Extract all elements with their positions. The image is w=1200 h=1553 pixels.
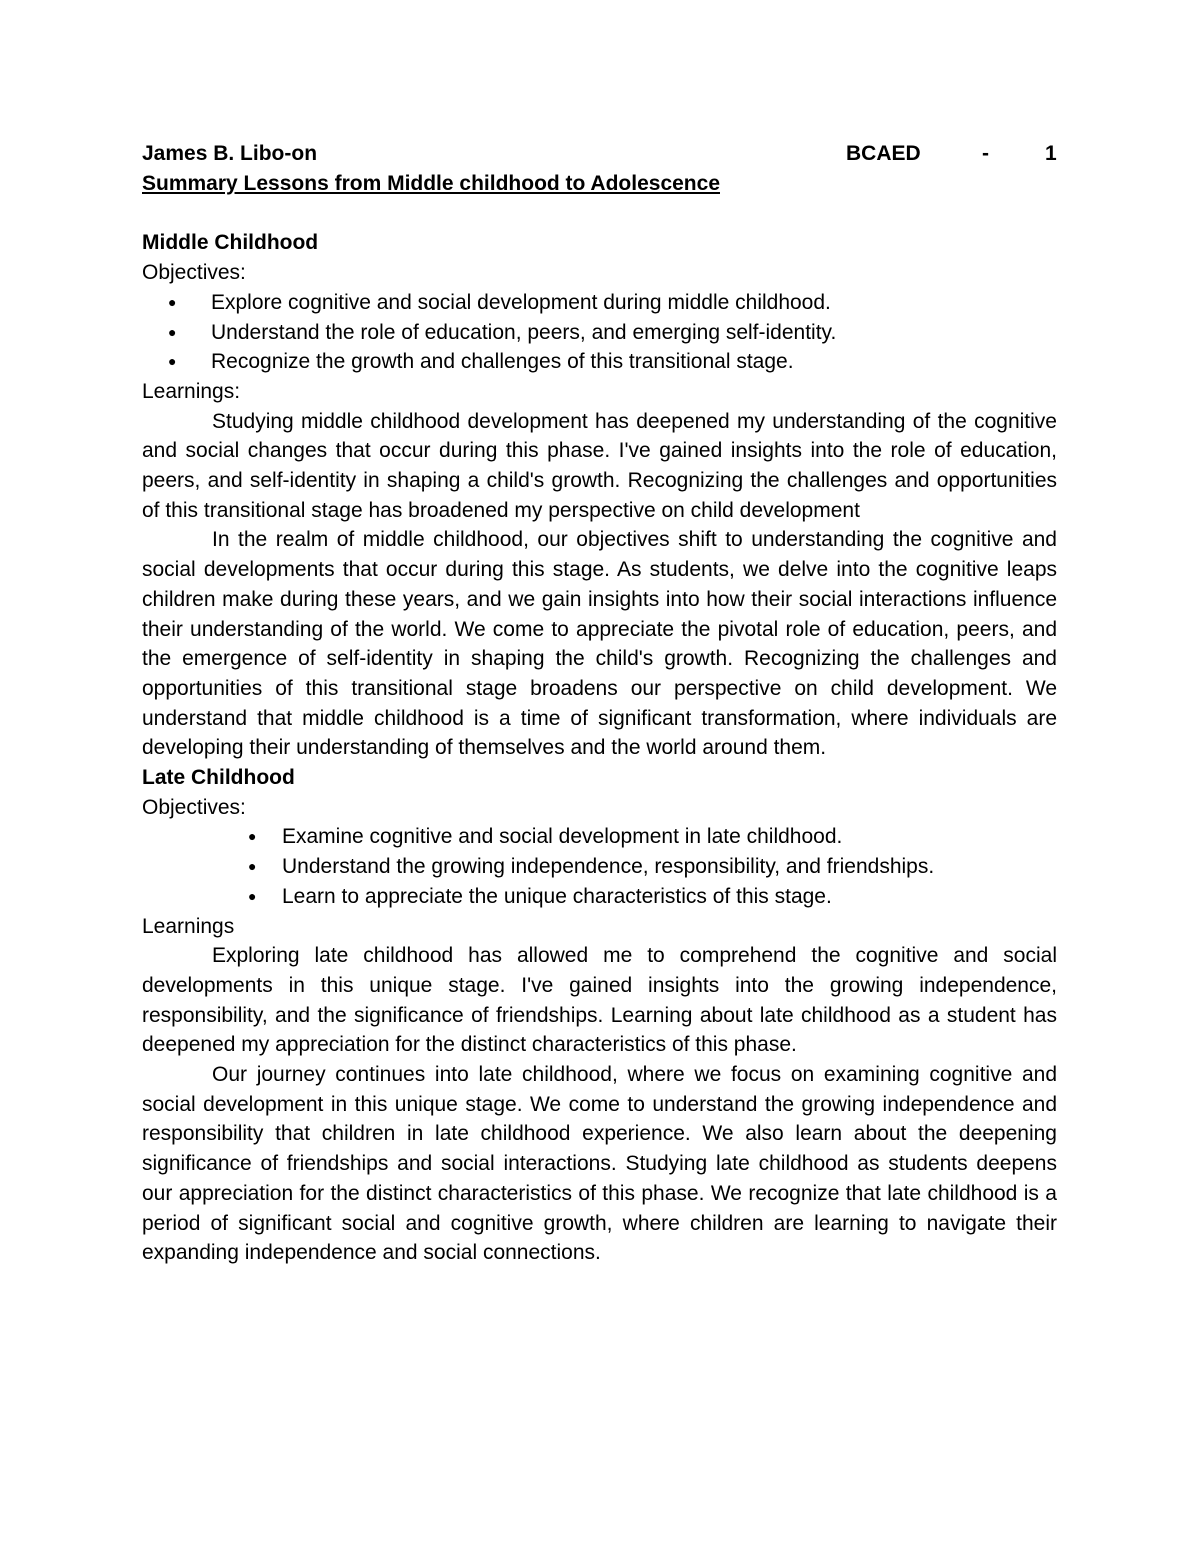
- document-page: [142, 139, 1057, 1268]
- objectives-label: Objectives:: [142, 795, 246, 819]
- objectives-label: Objectives:: [142, 261, 246, 285]
- list-item: [142, 852, 1057, 882]
- learnings-paragraph: Studying middle childhood development has deepened my understanding of the cognitive and social changes that occur during this phase. I've gained insights into the role of education, peers, and self-identity in shaping a child's growth. Recognizing the challenges and opportunities of this transitional stage has broadened my perspective on child development: [142, 409, 1057, 522]
- objectives-list-middle: [142, 288, 1057, 377]
- header-dash: -: [982, 142, 989, 165]
- objective-text: Understand the role of education, peers, and emerging self-identity.: [211, 320, 837, 344]
- objective-text: Learn to appreciate the unique characteristics of this stage.: [282, 884, 832, 908]
- objectives-list-late: [142, 822, 1057, 911]
- objective-text: Recognize the growth and challenges of this transitional stage.: [211, 350, 794, 374]
- objective-text: Examine cognitive and social development in late childhood.: [282, 825, 843, 849]
- list-item: [142, 822, 1057, 852]
- bullet-icon: ●: [168, 323, 177, 340]
- list-item: [142, 882, 1057, 912]
- bullet-icon: ●: [168, 293, 177, 310]
- blank-line: [142, 199, 1057, 229]
- year-level: 1: [1045, 142, 1057, 165]
- section-heading-late-childhood: Late Childhood: [142, 766, 295, 790]
- list-item: [142, 288, 1057, 318]
- list-item: [142, 347, 1057, 377]
- learnings-label: Learnings:: [142, 379, 241, 403]
- author-name: James B. Libo-on: [142, 142, 318, 165]
- list-item: [142, 318, 1057, 348]
- document-header: [142, 139, 1057, 169]
- objective-text: Explore cognitive and social development during middle childhood.: [211, 290, 831, 314]
- section-heading-middle-childhood: Middle Childhood: [142, 231, 319, 255]
- objective-text: Understand the growing independence, responsibility, and friendships.: [282, 855, 935, 879]
- course-code: BCAED: [846, 142, 921, 165]
- bullet-icon: ●: [248, 858, 257, 875]
- learnings-label: Learnings: [142, 914, 235, 938]
- learnings-paragraph: Our journey continues into late childhood, where we focus on examining cognitive and social development in this unique stage. We come to understand the growing independence and responsibility that children in late childhood experience. We also learn about the deepening significance of friendships and social interactions. Studying late childhood as students deepens our appreciation for the distinct characteristics of this phase. We recognize that late childhood is a period of significant social and cognitive growth, where children are learning to navigate their expanding independence and social connections.: [142, 1063, 1057, 1265]
- bullet-icon: ●: [168, 353, 177, 370]
- bullet-icon: ●: [248, 828, 257, 845]
- learnings-paragraph: In the realm of middle childhood, our objectives shift to understanding the cognitive and social developments that occur during this stage. As students, we delve into the cognitive leaps children make during these years, and we gain insights into how their social interactions influence their understanding of the world. We come to appreciate the pivotal role of education, peers, and the emergence of self-identity in shaping the child's growth. Recognizing the challenges and opportunities of this transitional stage broadens our perspective on child development. We understand that middle childhood is a time of significant transformation, where individuals are developing their understanding of themselves and the world around them.: [142, 528, 1057, 760]
- learnings-paragraph: Exploring late childhood has allowed me to comprehend the cognitive and social developments in this unique stage. I've gained insights into the growing independence, responsibility, and the significance of friendships. Learning about late childhood as a student has deepened my appreciation for the distinct characteristics of this phase.: [142, 944, 1057, 1057]
- document-title: Summary Lessons from Middle childhood to Adolescence: [142, 172, 720, 195]
- bullet-icon: ●: [248, 887, 257, 904]
